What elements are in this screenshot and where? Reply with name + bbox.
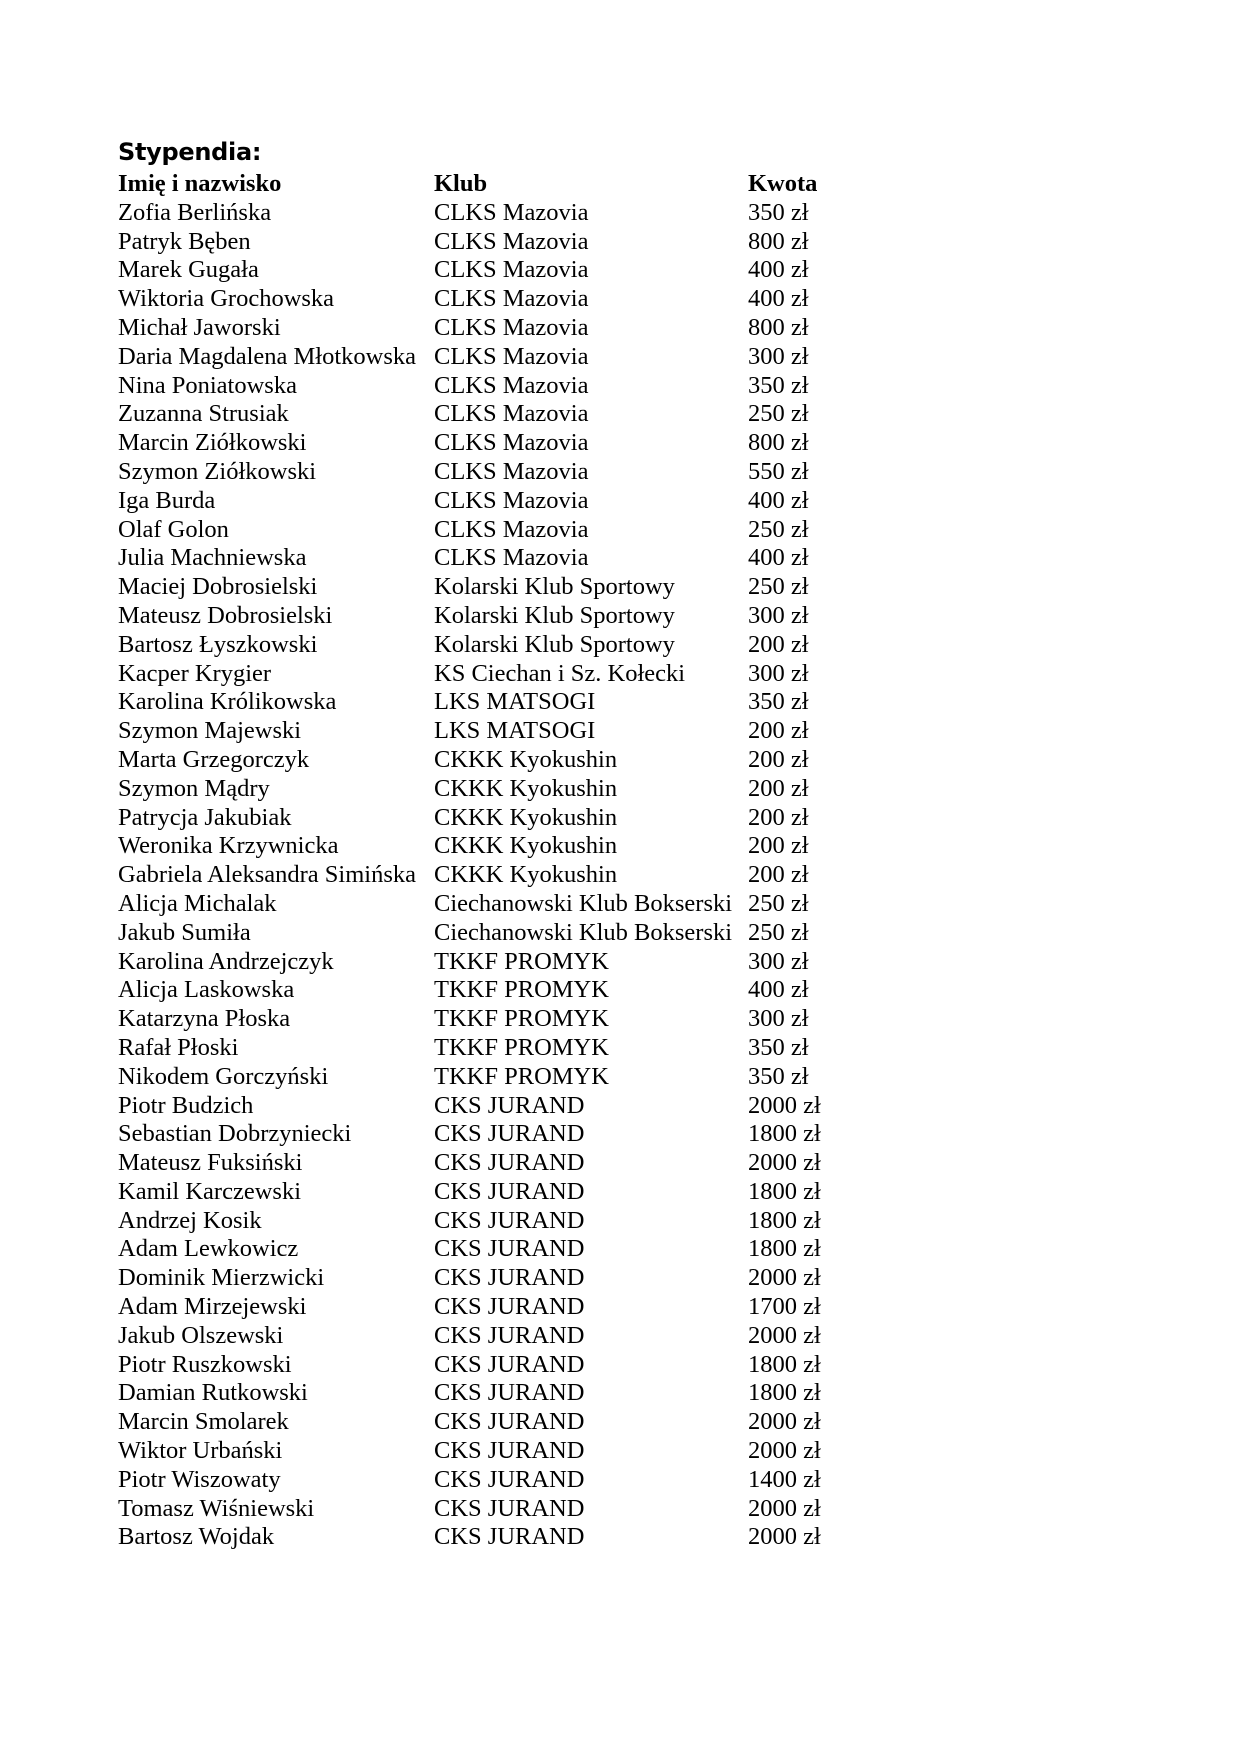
table-row: [118, 890, 868, 919]
cell-amount: 200 zł: [748, 717, 809, 745]
table-row: [118, 1149, 868, 1178]
page-title: Stypendia:: [118, 138, 262, 166]
cell-club: TKKF PROMYK: [434, 976, 609, 1004]
cell-club: CKKK Kyokushin: [434, 861, 618, 889]
cell-amount: 200 zł: [748, 803, 809, 831]
cell-amount: 300 zł: [748, 659, 809, 687]
table-row: [118, 429, 868, 458]
header-amount: Kwota: [748, 170, 818, 197]
table-row: [118, 861, 868, 890]
cell-club: CKS JURAND: [434, 1120, 585, 1148]
cell-amount: 400 zł: [748, 544, 809, 572]
cell-club: CKS JURAND: [434, 1235, 585, 1263]
cell-name: Piotr Wiszowaty: [118, 1465, 281, 1493]
table-row: [118, 1063, 868, 1092]
table-row: [118, 660, 868, 689]
cell-name: Alicja Michalak: [118, 889, 277, 917]
cell-club: Kolarski Klub Sportowy: [434, 573, 675, 601]
cell-name: Damian Rutkowski: [118, 1379, 308, 1407]
cell-amount: 2000 zł: [748, 1149, 821, 1177]
cell-club: KS Ciechan i Sz. Kołecki: [434, 659, 686, 687]
cell-name: Tomasz Wiśniewski: [118, 1494, 315, 1522]
cell-name: Karolina Królikowska: [118, 688, 337, 716]
cell-amount: 1800 zł: [748, 1177, 821, 1205]
table-row: [118, 199, 868, 228]
table-row: [118, 976, 868, 1005]
cell-name: Jakub Sumiła: [118, 918, 251, 946]
table-row: [118, 717, 868, 746]
cell-club: TKKF PROMYK: [434, 1062, 609, 1090]
cell-club: CKS JURAND: [434, 1350, 585, 1378]
cell-name: Zuzanna Strusiak: [118, 400, 289, 428]
table-row: [118, 1178, 868, 1207]
cell-amount: 200 zł: [748, 745, 809, 773]
table-row: [118, 832, 868, 861]
cell-amount: 2000 zł: [748, 1494, 821, 1522]
cell-name: Daria Magdalena Młotkowska: [118, 342, 416, 370]
cell-name: Marcin Smolarek: [118, 1408, 289, 1436]
cell-club: CKS JURAND: [434, 1149, 585, 1177]
cell-club: CLKS Mazovia: [434, 198, 589, 226]
cell-club: CKKK Kyokushin: [434, 745, 618, 773]
table-row: [118, 1351, 868, 1380]
cell-name: Julia Machniewska: [118, 544, 307, 572]
cell-club: CLKS Mazovia: [434, 313, 589, 341]
cell-name: Gabriela Aleksandra Simińska: [118, 861, 417, 889]
cell-amount: 400 zł: [748, 256, 809, 284]
table-row: [118, 1408, 868, 1437]
cell-name: Katarzyna Płoska: [118, 1005, 291, 1033]
cell-club: CLKS Mazovia: [434, 227, 589, 255]
cell-amount: 300 zł: [748, 342, 809, 370]
table-row: [118, 1092, 868, 1121]
table-row: [118, 544, 868, 573]
table-body: [118, 199, 868, 1552]
cell-amount: 1700 zł: [748, 1293, 821, 1321]
cell-club: CLKS Mazovia: [434, 342, 589, 370]
document-page: [118, 136, 1118, 1552]
cell-club: Kolarski Klub Sportowy: [434, 630, 675, 658]
cell-name: Nikodem Gorczyński: [118, 1062, 329, 1090]
cell-club: CKKK Kyokushin: [434, 832, 618, 860]
header-club: Klub: [434, 170, 488, 197]
cell-amount: 800 zł: [748, 227, 809, 255]
table-row: [118, 314, 868, 343]
table-row: [118, 372, 868, 401]
cell-club: CKS JURAND: [434, 1465, 585, 1493]
cell-amount: 400 zł: [748, 486, 809, 514]
cell-name: Jakub Olszewski: [118, 1321, 284, 1349]
cell-club: CLKS Mazovia: [434, 256, 589, 284]
cell-club: CLKS Mazovia: [434, 429, 589, 457]
cell-club: CLKS Mazovia: [434, 457, 589, 485]
cell-amount: 200 zł: [748, 630, 809, 658]
cell-amount: 250 zł: [748, 889, 809, 917]
cell-amount: 200 zł: [748, 832, 809, 860]
cell-club: TKKF PROMYK: [434, 947, 609, 975]
cell-club: CKS JURAND: [434, 1264, 585, 1292]
stipends-table: [118, 170, 868, 1552]
table-row: [118, 919, 868, 948]
table-row: [118, 1207, 868, 1236]
header-name: Imię i nazwisko: [118, 170, 282, 197]
cell-amount: 350 zł: [748, 1033, 809, 1061]
cell-amount: 400 zł: [748, 976, 809, 1004]
cell-name: Mateusz Dobrosielski: [118, 601, 333, 629]
cell-amount: 300 zł: [748, 601, 809, 629]
table-row: [118, 1005, 868, 1034]
table-row: [118, 1523, 868, 1552]
cell-name: Bartosz Łyszkowski: [118, 630, 318, 658]
cell-amount: 1800 zł: [748, 1350, 821, 1378]
table-header: [118, 170, 868, 199]
cell-name: Olaf Golon: [118, 515, 229, 543]
cell-name: Szymon Majewski: [118, 717, 302, 745]
cell-club: CKS JURAND: [434, 1408, 585, 1436]
table-row: [118, 285, 868, 314]
table-row: [118, 688, 868, 717]
cell-club: CLKS Mazovia: [434, 285, 589, 313]
cell-name: Rafał Płoski: [118, 1033, 239, 1061]
table-row: [118, 746, 868, 775]
table-row: [118, 631, 868, 660]
cell-amount: 800 zł: [748, 429, 809, 457]
cell-amount: 2000 zł: [748, 1091, 821, 1119]
cell-amount: 2000 zł: [748, 1437, 821, 1465]
table-row: [118, 573, 868, 602]
cell-name: Adam Mirzejewski: [118, 1293, 307, 1321]
cell-name: Piotr Ruszkowski: [118, 1350, 292, 1378]
table-row: [118, 487, 868, 516]
cell-name: Dominik Mierzwicki: [118, 1264, 325, 1292]
cell-club: Ciechanowski Klub Bokserski: [434, 889, 733, 917]
cell-amount: 1800 zł: [748, 1235, 821, 1263]
cell-amount: 2000 zł: [748, 1408, 821, 1436]
cell-club: TKKF PROMYK: [434, 1005, 609, 1033]
cell-amount: 400 zł: [748, 285, 809, 313]
cell-club: CKS JURAND: [434, 1206, 585, 1234]
cell-name: Kacper Krygier: [118, 659, 272, 687]
cell-amount: 350 zł: [748, 198, 809, 226]
cell-club: CKS JURAND: [434, 1437, 585, 1465]
cell-name: Iga Burda: [118, 486, 216, 514]
cell-name: Szymon Mądry: [118, 774, 270, 802]
cell-amount: 250 zł: [748, 573, 809, 601]
cell-club: CKS JURAND: [434, 1177, 585, 1205]
cell-amount: 1400 zł: [748, 1465, 821, 1493]
cell-club: Ciechanowski Klub Bokserski: [434, 918, 733, 946]
table-row: [118, 516, 868, 545]
table-row: [118, 948, 868, 977]
cell-amount: 300 zł: [748, 1005, 809, 1033]
table-row: [118, 1437, 868, 1466]
cell-club: CKKK Kyokushin: [434, 803, 618, 831]
cell-name: Marek Gugała: [118, 256, 259, 284]
cell-club: CKKK Kyokushin: [434, 774, 618, 802]
table-row: [118, 1379, 868, 1408]
cell-name: Piotr Budzich: [118, 1091, 254, 1119]
cell-amount: 2000 zł: [748, 1264, 821, 1292]
cell-club: TKKF PROMYK: [434, 1033, 609, 1061]
cell-amount: 2000 zł: [748, 1523, 821, 1551]
cell-name: Michał Jaworski: [118, 313, 281, 341]
cell-club: CLKS Mazovia: [434, 515, 589, 543]
table-row: [118, 1120, 868, 1149]
cell-club: LKS MATSOGI: [434, 688, 596, 716]
cell-club: CLKS Mazovia: [434, 486, 589, 514]
cell-club: CLKS Mazovia: [434, 544, 589, 572]
table-row: [118, 458, 868, 487]
cell-name: Patrycja Jakubiak: [118, 803, 292, 831]
cell-amount: 550 zł: [748, 457, 809, 485]
cell-name: Andrzej Kosik: [118, 1206, 262, 1234]
cell-amount: 300 zł: [748, 947, 809, 975]
cell-amount: 350 zł: [748, 371, 809, 399]
cell-amount: 800 zł: [748, 313, 809, 341]
cell-club: CLKS Mazovia: [434, 371, 589, 399]
table-row: [118, 1264, 868, 1293]
table-row: [118, 400, 868, 429]
cell-name: Sebastian Dobrzyniecki: [118, 1120, 352, 1148]
cell-amount: 200 zł: [748, 861, 809, 889]
cell-club: CKS JURAND: [434, 1523, 585, 1551]
table-row: [118, 256, 868, 285]
cell-amount: 1800 zł: [748, 1120, 821, 1148]
cell-club: CKS JURAND: [434, 1321, 585, 1349]
table-row: [118, 1495, 868, 1524]
cell-name: Maciej Dobrosielski: [118, 573, 318, 601]
table-row: [118, 1293, 868, 1322]
cell-name: Patryk Bęben: [118, 227, 251, 255]
cell-name: Bartosz Wojdak: [118, 1523, 275, 1551]
cell-club: Kolarski Klub Sportowy: [434, 601, 675, 629]
cell-amount: 2000 zł: [748, 1321, 821, 1349]
cell-amount: 250 zł: [748, 400, 809, 428]
table-row: [118, 602, 868, 631]
cell-name: Weronika Krzywnicka: [118, 832, 339, 860]
cell-club: CKS JURAND: [434, 1494, 585, 1522]
cell-name: Wiktoria Grochowska: [118, 285, 335, 313]
cell-club: CLKS Mazovia: [434, 400, 589, 428]
table-row: [118, 343, 868, 372]
cell-amount: 200 zł: [748, 774, 809, 802]
cell-name: Szymon Ziółkowski: [118, 457, 317, 485]
cell-name: Alicja Laskowska: [118, 976, 295, 1004]
cell-name: Zofia Berlińska: [118, 198, 272, 226]
cell-name: Wiktor Urbański: [118, 1437, 283, 1465]
cell-amount: 350 zł: [748, 1062, 809, 1090]
cell-amount: 250 zł: [748, 515, 809, 543]
table-row: [118, 228, 868, 257]
cell-amount: 350 zł: [748, 688, 809, 716]
cell-name: Kamil Karczewski: [118, 1177, 301, 1205]
table-row: [118, 775, 868, 804]
cell-club: CKS JURAND: [434, 1293, 585, 1321]
cell-name: Karolina Andrzejczyk: [118, 947, 334, 975]
cell-club: CKS JURAND: [434, 1379, 585, 1407]
cell-name: Marta Grzegorczyk: [118, 745, 310, 773]
cell-name: Mateusz Fuksiński: [118, 1149, 303, 1177]
cell-amount: 1800 zł: [748, 1206, 821, 1234]
cell-amount: 1800 zł: [748, 1379, 821, 1407]
table-row: [118, 1322, 868, 1351]
cell-name: Nina Poniatowska: [118, 371, 297, 399]
cell-club: LKS MATSOGI: [434, 717, 596, 745]
cell-amount: 250 zł: [748, 918, 809, 946]
table-row: [118, 804, 868, 833]
table-row: [118, 1034, 868, 1063]
table-row: [118, 1466, 868, 1495]
cell-name: Marcin Ziółkowski: [118, 429, 307, 457]
cell-name: Adam Lewkowicz: [118, 1235, 299, 1263]
cell-club: CKS JURAND: [434, 1091, 585, 1119]
header-row: [118, 170, 868, 199]
table-row: [118, 1235, 868, 1264]
